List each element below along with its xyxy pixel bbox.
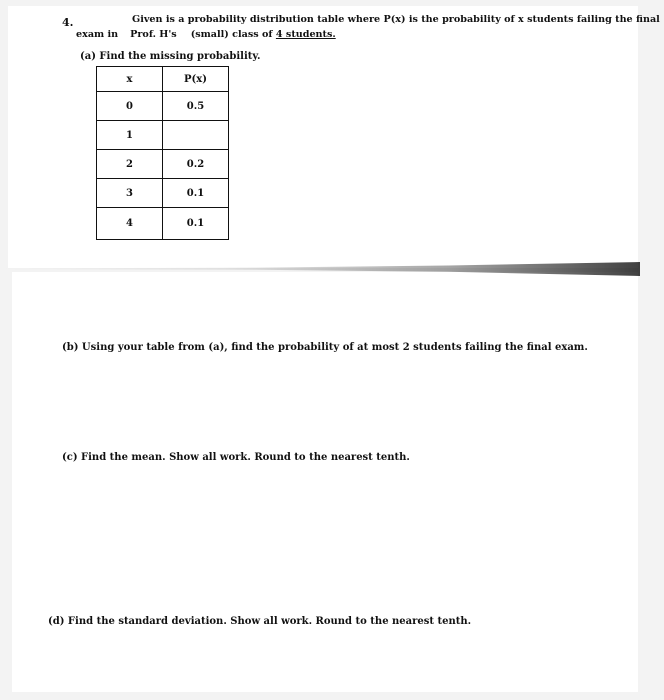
cell-x: 2 xyxy=(97,150,163,179)
part-c-label: (c) Find the mean. Show all work. Round to the nearest tenth. xyxy=(62,452,410,463)
question-prompt-line1: Given is a probability distribution table where P(x) is the probability of x students failing the final xyxy=(132,14,660,25)
table-row xyxy=(97,150,229,179)
prompt-word-prof: Prof. H's xyxy=(130,29,177,40)
cell-px: 0.5 xyxy=(163,92,229,121)
part-a-label: (a) Find the missing probability. xyxy=(80,51,261,62)
table-header-row xyxy=(97,67,229,92)
header-px: P(x) xyxy=(163,67,229,92)
cell-px-missing[interactable] xyxy=(163,121,229,150)
cell-x: 3 xyxy=(97,179,163,208)
cell-px: 0.1 xyxy=(163,179,229,208)
cell-px: 0.2 xyxy=(163,150,229,179)
question-number: 4. xyxy=(62,16,74,29)
header-x: x xyxy=(97,67,163,92)
table-row xyxy=(97,121,229,150)
question-prompt-line2 xyxy=(76,29,336,40)
part-d-label: (d) Find the standard deviation. Show all work. Round to the nearest tenth. xyxy=(48,616,472,627)
probability-table xyxy=(96,66,229,240)
table-row xyxy=(97,179,229,208)
prompt-word-exam-in: exam in xyxy=(76,29,119,40)
cell-x: 1 xyxy=(97,121,163,150)
cell-x: 0 xyxy=(97,92,163,121)
prompt-underlined-students: 4 students. xyxy=(275,29,336,40)
cell-x: 4 xyxy=(97,208,163,240)
table-row xyxy=(97,92,229,121)
cell-px: 0.1 xyxy=(163,208,229,240)
table-row xyxy=(97,208,229,240)
worksheet-bottom-page xyxy=(12,272,638,692)
prompt-word-class: (small) class of xyxy=(190,29,273,40)
part-b-label: (b) Using your table from (a), find the probability of at most 2 students failing the final exam. xyxy=(62,342,588,353)
